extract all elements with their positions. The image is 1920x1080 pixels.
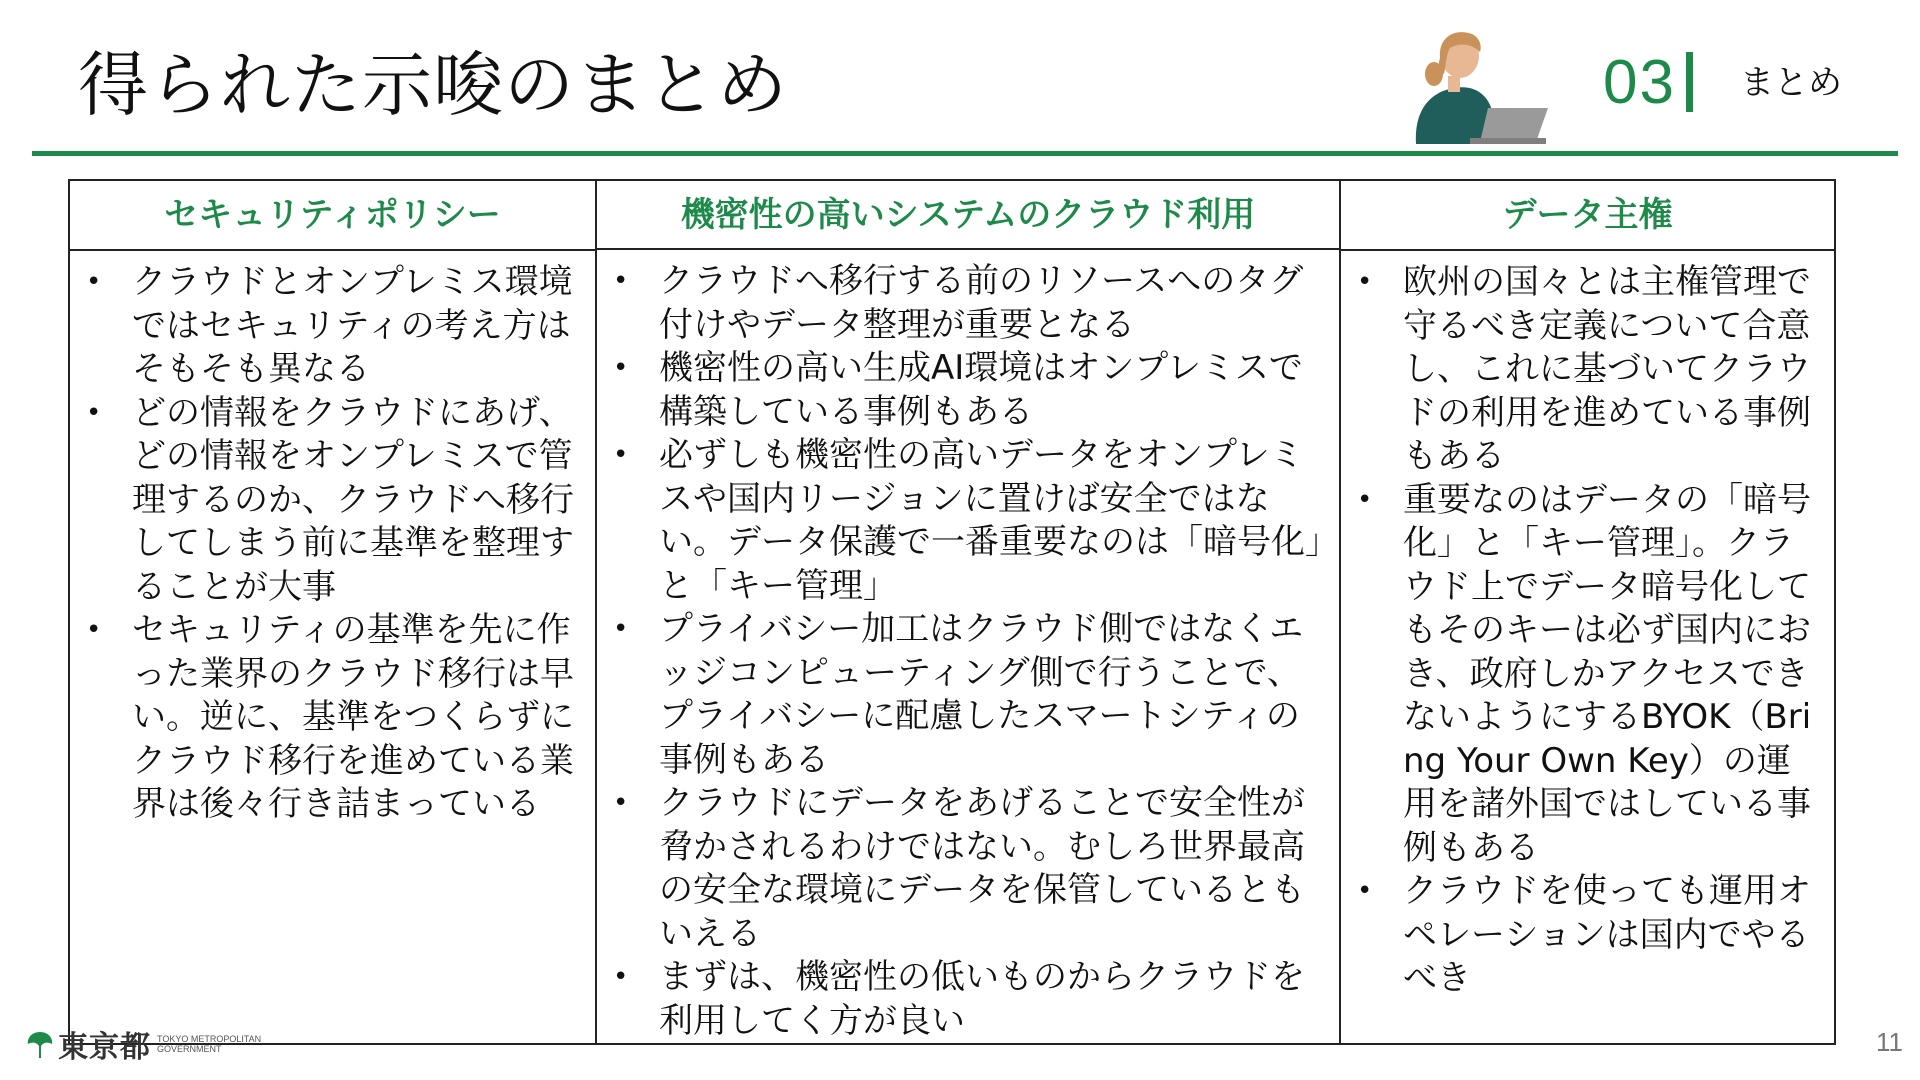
column-heading: セキュリティポリシー [70,181,595,251]
column-cloud-usage [595,181,1339,1043]
section-label: まとめ [1740,63,1842,103]
page-title: 得られた示唆のまとめ [78,44,788,126]
header-rule [32,151,1898,156]
summary-table [68,179,1836,1045]
bullet-list [1355,261,1822,1001]
logo-text: 東京都 [58,1030,151,1065]
list-item: • セキュリティの基準を先に作った業界のクラウド移行は早い。逆に、基準をつくらずにクラウド移行を進めている業界は後々行き詰まっている [84,609,583,827]
list-item: • クラウドへ移行する前のリソースへのタグ付けやデータ整理が重要となる [611,260,1327,347]
list-item: • まずは、機密性の低いものからクラウドを利用してく方が良い [611,956,1327,1043]
list-item: • どの情報をクラウドにあげ、どの情報をオンプレミスで管理するのか、クラウドへ移行してしまう前に基準を整理することが大事 [84,392,583,610]
list-item: • クラウドにデータをあげることで安全性が脅かされるわけではない。むしろ世界最高の安全な環境にデータを保管しているともいえる [611,782,1327,956]
page-number: 11 [1876,1027,1903,1057]
list-item: • クラウドとオンプレミス環境ではセキュリティの考え方はそもそも異なる [84,261,583,392]
bullet-list [84,261,583,827]
column-security-policy [70,181,595,1043]
section-divider [1686,52,1693,112]
list-item: • 機密性の高い生成AI環境はオンプレミスで構築している事例もある [611,347,1327,434]
bullet-list [611,260,1327,1043]
tokyo-ginkgo-logo-icon [26,1028,54,1060]
tokyo-logo [26,1026,262,1065]
person-with-laptop-illustration [1410,26,1550,144]
list-item: • 必ずしも機密性の高いデータをオンプレミスや国内リージョンに置けば安全ではない。データ保護で一番重要なのは「暗号化」と「キー管理」 [611,434,1327,608]
logo-subtext: TOKYO METROPOLITAN GOVERNMENT [157,1034,262,1054]
column-data-sovereignty [1339,181,1834,1043]
list-item: • 欧州の国々とは主権管理で守るべき定義について合意し、これに基づいてクラウドの利用を進めている事例もある [1355,261,1822,479]
section-number: 03 [1603,48,1676,117]
list-item: • クラウドを使っても運用オペレーションは国内でやるべき [1355,870,1822,1001]
column-heading: データ主権 [1341,181,1834,251]
column-heading: 機密性の高いシステムのクラウド利用 [597,181,1339,250]
list-item: • 重要なのはデータの「暗号化」と「キー管理」。クラウド上でデータ暗号化してもそのキーは必ず国内におき、政府しかアクセスできないようにするBYOK（Bring Your Own Key）の運用を諸外国ではしている事例もある [1355,479,1822,871]
list-item: • プライバシー加工はクラウド側ではなくエッジコンピューティング側で行うことで、プライバシーに配慮したスマートシティの事例もある [611,608,1327,782]
